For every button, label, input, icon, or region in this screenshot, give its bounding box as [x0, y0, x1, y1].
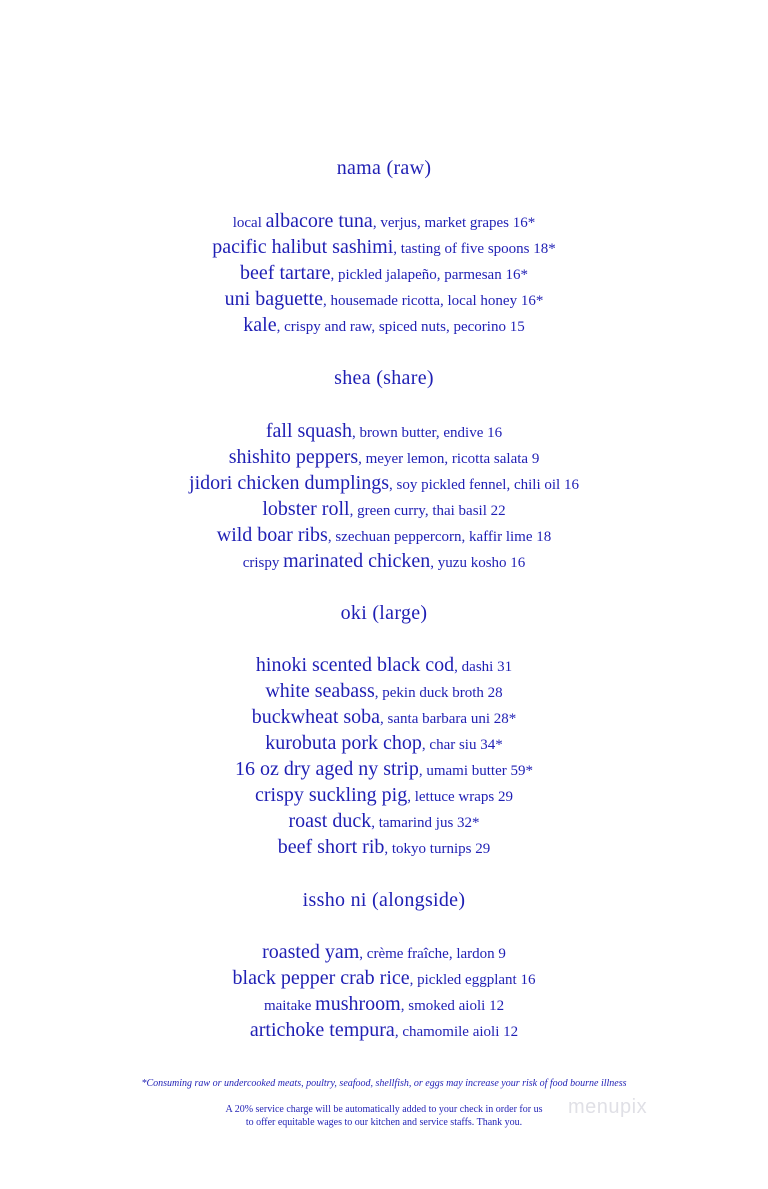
item-name: albacore tuna: [265, 210, 373, 232]
item-description: , pickled jalapeño, parmesan: [330, 267, 506, 283]
menu-item: [0, 497, 768, 523]
menu-item: [0, 705, 768, 731]
item-price: 28: [487, 685, 503, 701]
section-heading-issho-ni: issho ni (alongside): [302, 889, 466, 911]
menu-item: [0, 209, 768, 235]
item-description: , crispy and raw, spiced nuts, pecorino: [276, 319, 510, 335]
item-price: 16*: [512, 215, 536, 231]
item-name: uni baguette: [224, 288, 323, 310]
item-description: , pekin duck broth: [374, 685, 488, 701]
item-name: jidori chicken dumplings: [189, 472, 389, 494]
item-description: , char siu: [421, 737, 481, 753]
item-price: 29: [498, 789, 514, 805]
item-name: wild boar ribs: [216, 524, 328, 546]
menu-item: [0, 783, 768, 809]
menu-item: [0, 471, 768, 497]
item-price: 59*: [510, 763, 533, 779]
item-price: 16: [487, 425, 503, 441]
item-name: kurobuta pork chop: [265, 732, 422, 754]
menu-item: [0, 992, 768, 1018]
item-price: 9: [498, 946, 506, 962]
item-description: , szechuan peppercorn, kaffir lime: [327, 529, 537, 545]
item-description: , tokyo turnips: [384, 841, 476, 857]
item-price: 16*: [505, 267, 528, 283]
menu-item: [0, 235, 768, 261]
menu-item: [0, 261, 768, 287]
item-name: beef short rib: [277, 836, 385, 858]
menu-item: [0, 835, 768, 861]
menupix-watermark: menupix: [568, 1096, 648, 1118]
menu-item: [0, 419, 768, 445]
item-name: shishito peppers: [228, 446, 359, 468]
item-name: roast duck: [288, 810, 372, 832]
item-price: 9: [531, 451, 540, 467]
item-price: 12: [503, 1024, 519, 1040]
menu-item: [0, 287, 768, 313]
item-price: 12: [489, 998, 505, 1014]
item-price: 31: [497, 659, 513, 675]
menu-item: [0, 940, 768, 966]
item-price: 28*: [493, 711, 517, 727]
item-description: , dashi: [454, 659, 498, 675]
menu-item: [0, 1018, 768, 1044]
menu-item: [0, 653, 768, 679]
item-name: pacific halibut sashimi: [212, 236, 394, 258]
section-heading-nama: nama (raw): [336, 157, 432, 179]
item-description: , lettuce wraps: [407, 789, 499, 805]
food-safety-disclaimer: *Consuming raw or undercooked meats, poultry, seafood, shellfish, or eggs may increase your risk of food bourne illness: [141, 1078, 627, 1089]
item-price: 34*: [480, 737, 503, 753]
item-description: , tamarind jus: [371, 815, 458, 831]
menu-item: [0, 523, 768, 549]
item-name: crispy suckling pig: [254, 784, 408, 806]
item-name: fall squash: [265, 420, 352, 442]
section-heading-oki: oki (large): [340, 602, 428, 624]
menu-item: [0, 313, 768, 339]
menu-item: [0, 679, 768, 705]
item-name: kale: [243, 314, 277, 336]
item-name: buckwheat soba: [251, 706, 381, 728]
item-price: 22: [490, 503, 506, 519]
item-description: , meyer lemon, ricotta salata: [358, 451, 532, 467]
item-name: mushroom: [315, 993, 401, 1015]
item-price: 32*: [457, 815, 480, 831]
item-prefix: maitake: [263, 998, 316, 1014]
item-description: , housemade ricotta, local honey: [322, 293, 521, 309]
menu-item: [0, 549, 768, 575]
item-price: 16: [510, 555, 526, 571]
item-description: , santa barbara uni: [380, 711, 494, 727]
item-prefix: local: [232, 215, 266, 231]
item-name: roasted yam: [262, 941, 360, 963]
section-heading-shea: shea (share): [334, 367, 434, 389]
item-description: , umami butter: [418, 763, 511, 779]
item-price: 18*: [533, 241, 556, 257]
item-description: , tasting of five spoons: [393, 241, 534, 257]
item-name: black pepper crab rice: [232, 967, 410, 989]
item-description: , crème fraîche, lardon: [359, 946, 499, 962]
item-name: hinoki scented black cod: [255, 654, 455, 676]
item-price: 18: [536, 529, 552, 545]
item-prefix: crispy: [242, 555, 284, 571]
item-name: white seabass: [265, 680, 375, 702]
item-description: , chamomile aioli: [394, 1024, 504, 1040]
item-price: 15: [509, 319, 525, 335]
item-price: 16*: [520, 293, 544, 309]
item-description: , yuzu kosho: [430, 555, 511, 571]
service-charge-note-line1: A 20% service charge will be automatically added to your check in order for us: [225, 1104, 543, 1115]
item-name: artichoke tempura: [249, 1019, 395, 1041]
menu-item: [0, 966, 768, 992]
item-description: , pickled eggplant: [409, 972, 521, 988]
item-name: marinated chicken: [283, 550, 431, 572]
menu-item: [0, 809, 768, 835]
item-name: 16 oz dry aged ny strip: [234, 758, 419, 780]
item-name: beef tartare: [240, 262, 331, 284]
service-charge-note-line2: to offer equitable wages to our kitchen and service staffs. Thank you.: [245, 1117, 523, 1128]
item-name: lobster roll: [262, 498, 350, 520]
item-description: , brown butter, endive: [351, 425, 488, 441]
item-description: , green curry, thai basil: [349, 503, 491, 519]
item-price: 16: [520, 972, 536, 988]
menu-item: [0, 445, 768, 471]
menu-item: [0, 757, 768, 783]
menu-item: [0, 731, 768, 757]
item-description: , smoked aioli: [400, 998, 490, 1014]
item-price: 29: [475, 841, 491, 857]
item-description: , verjus, market grapes: [372, 215, 513, 231]
item-description: , soy pickled fennel, chili oil: [389, 477, 564, 493]
item-price: 16: [563, 477, 579, 493]
